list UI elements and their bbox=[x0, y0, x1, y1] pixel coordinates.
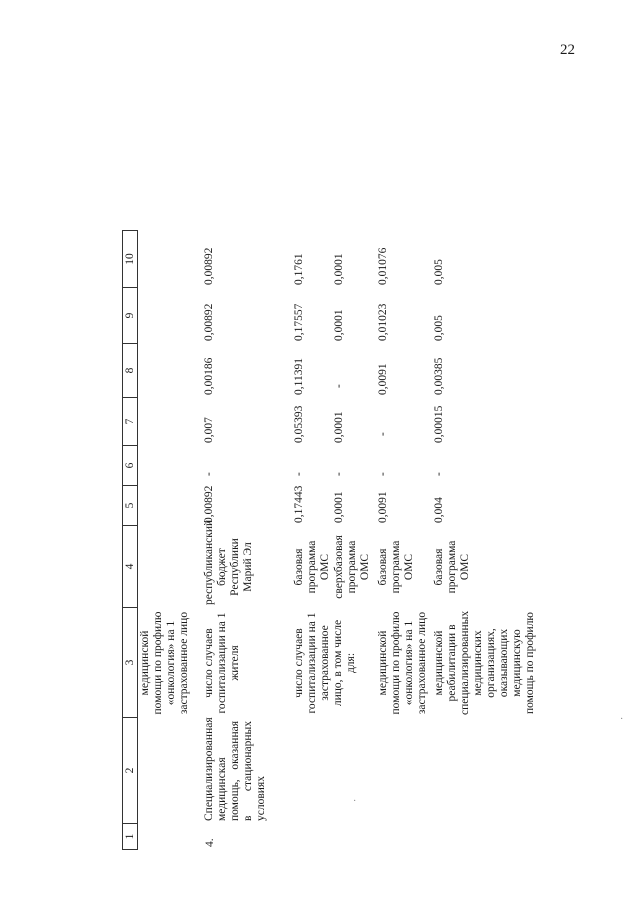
row-4-col9: 0,01023 bbox=[377, 303, 389, 341]
row-2-indicator: число случаев госпитализации на 1 застрахованное лицо, в том числе для: bbox=[293, 612, 357, 714]
row-5-col5: 0,004 bbox=[433, 497, 445, 523]
row-4-col7: - bbox=[377, 432, 389, 436]
row-1-col7: 0,007 bbox=[203, 417, 215, 443]
row-3-col10: 0,0001 bbox=[333, 253, 345, 285]
col-header-10: 10 bbox=[122, 230, 138, 288]
col-header-9: 9 bbox=[122, 288, 138, 344]
continuation-indicator: медицинской помощи по профилю «онкология» на 1 застрахованное лицо bbox=[139, 611, 190, 715]
col-header-8: 8 bbox=[122, 344, 138, 398]
row-2-col7: 0,05393 bbox=[293, 405, 305, 443]
row-1-col10: 0,00892 bbox=[203, 247, 215, 285]
col-header-2: 2 bbox=[122, 718, 138, 824]
row-1-col8: 0,00186 bbox=[203, 357, 215, 395]
row-1-source: республиканский бюджет Республики Марий Эл bbox=[203, 519, 254, 605]
row-3-col7: 0,0001 bbox=[333, 411, 345, 443]
rotated-table-page bbox=[122, 70, 640, 850]
row-1-col9: 0,00892 bbox=[203, 303, 215, 341]
col-header-7: 7 bbox=[122, 398, 138, 446]
row-1-col5: 0,00892 bbox=[203, 485, 215, 523]
row-1-indicator: число случаев госпитализации на 1 жителя bbox=[203, 612, 241, 714]
row-5-source: базовая программа ОМС bbox=[433, 540, 471, 594]
row-1-col6: - bbox=[203, 472, 215, 476]
row-5-col7: 0,00015 bbox=[433, 405, 445, 443]
scan-speck: · bbox=[620, 714, 624, 725]
row-2-col5: 0,17443 bbox=[293, 485, 305, 523]
col-header-6: 6 bbox=[122, 446, 138, 486]
row-2-col8: 0,11391 bbox=[293, 358, 305, 395]
row-5-col9: 0,005 bbox=[433, 315, 445, 341]
row-4-col10: 0,01076 bbox=[377, 247, 389, 285]
section-number: 4. bbox=[204, 838, 216, 847]
row-5-col6: - bbox=[433, 472, 445, 476]
row-2-col6: - bbox=[293, 472, 305, 476]
row-5-col10: 0,005 bbox=[433, 259, 445, 285]
col-header-3: 3 bbox=[122, 608, 138, 718]
page-number: 22 bbox=[560, 42, 575, 58]
row-4-col5: 0,0091 bbox=[377, 491, 389, 523]
row-4-indicator: медицинской помощи по профилю «онкология» на 1 застрахованное лицо bbox=[377, 611, 428, 715]
row-2-source: базовая программа ОМС bbox=[293, 540, 331, 594]
row-2-col9: 0,17557 bbox=[293, 303, 305, 341]
row-4-col8: 0,0091 bbox=[377, 363, 389, 395]
col-header-1: 1 bbox=[122, 824, 138, 850]
col-header-5: 5 bbox=[122, 486, 138, 526]
scan-speck: · bbox=[353, 796, 357, 807]
row-5-col8: 0,00385 bbox=[433, 357, 445, 395]
row-4-source: базовая программа ОМС bbox=[377, 540, 415, 594]
row-2-col10: 0,1761 bbox=[293, 253, 305, 285]
section-title: Специализированная медицинская помощь, оказанная в стационарных условиях bbox=[203, 717, 267, 821]
row-3-col9: 0,0001 bbox=[333, 309, 345, 341]
row-5-indicator: медицинской реабилитации в специализированных медицинских организациях, оказывающих медицинскую помощь по профилю bbox=[433, 610, 536, 715]
row-3-col6: - bbox=[333, 472, 345, 476]
row-3-col5: 0,0001 bbox=[333, 491, 345, 523]
row-4-col6: - bbox=[377, 472, 389, 476]
data-table bbox=[122, 70, 640, 850]
col-header-4: 4 bbox=[122, 526, 138, 608]
row-3-source: сверхбазовая программа ОМС bbox=[333, 535, 371, 599]
row-3-col8: - bbox=[333, 384, 345, 388]
